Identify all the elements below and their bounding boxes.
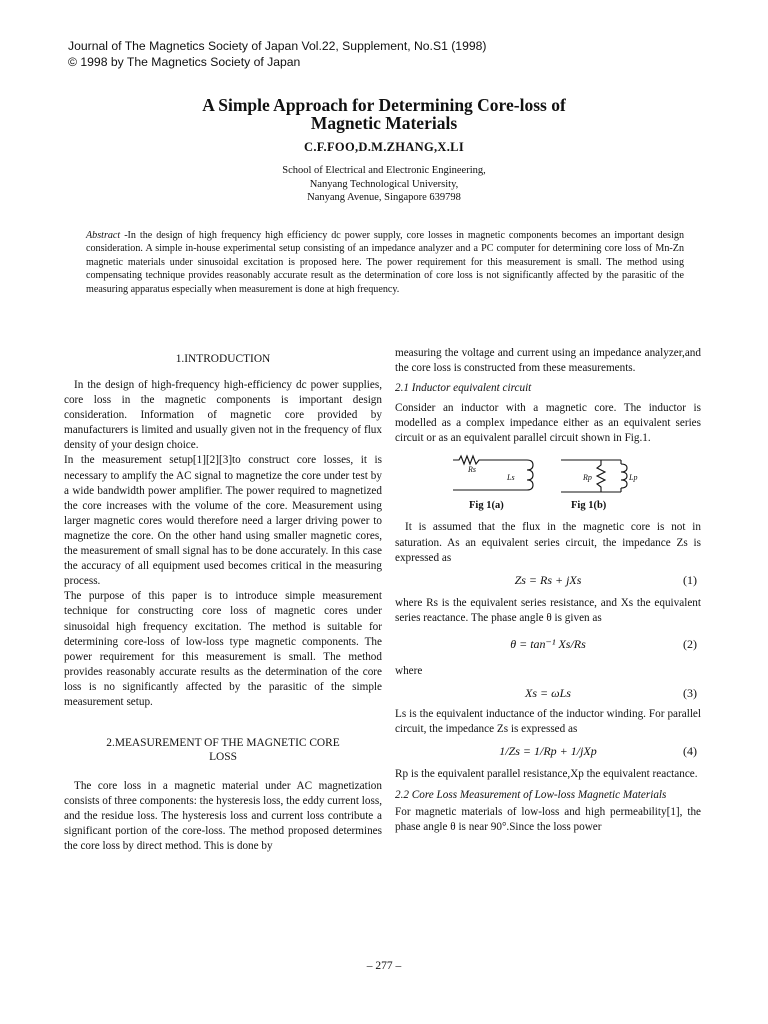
copyright-line: © 1998 by The Magnetics Society of Japan xyxy=(68,55,301,69)
subsection-2-1-paragraph-5: Rp is the equivalent parallel resistance,Xp the equivalent reactance. xyxy=(395,768,698,781)
page-number: – 277 – xyxy=(366,960,402,972)
continued-paragraph: measuring the voltage and current using an impedance analyzer,and the core loss is constructed from these measurements. xyxy=(395,347,701,375)
subsection-2-2-heading: 2.2 Core Loss Measurement of Low-loss Magnetic Materials xyxy=(395,789,667,802)
equation-4-expression: 1/Zs = 1/Rp + 1/jXp xyxy=(499,744,597,759)
series-circuit xyxy=(453,456,533,490)
equation-1-number: (1) xyxy=(683,572,697,587)
section-2-heading xyxy=(64,736,382,764)
affiliation-line-1: School of Electrical and Electronic Engineering, xyxy=(282,165,486,176)
affiliation xyxy=(84,164,684,205)
equation-2-number: (2) xyxy=(683,636,697,651)
equation-3-expression: Xs = ωLs xyxy=(525,686,571,701)
figure-1b-label: Fig 1(b) xyxy=(571,500,607,512)
series-resistor-symbol xyxy=(453,456,527,464)
equation-1-expression: Zs = Rs + jXs xyxy=(514,572,582,587)
equation-3 xyxy=(395,683,701,705)
subsection-2-1-heading: 2.1 Inductor equivalent circuit xyxy=(395,382,532,395)
affiliation-line-3: Nanyang Avenue, Singapore 639798 xyxy=(307,192,461,203)
series-inductor-symbol xyxy=(527,460,533,490)
figure-1-circuits xyxy=(453,452,653,500)
equation-1 xyxy=(395,570,701,592)
label-lp: Lp xyxy=(629,473,638,483)
figure-1 xyxy=(395,448,701,516)
section-2-heading-line-2: LOSS xyxy=(209,751,237,764)
equation-3-number: (3) xyxy=(683,686,697,701)
equation-2 xyxy=(395,634,701,656)
equation-4-number: (4) xyxy=(683,744,697,759)
abstract-text: -In the design of high frequency high efficiency dc power supply, core losses in magnetic components becomes an important design consideration. A simple in-house experimental setup consisting of an impedance analyzer and a PC computer for determining core loss of Mn-Zn magnetic materials under sinusoidal excitation is proposed here. The power requirement for this measurement is small. The method using compensating technique provides reasonably accurate result as the determination of core loss is not significantly affected by the parasitic of the measuring apparatus especially when measurement is done at high frequency. xyxy=(86,230,684,295)
abstract xyxy=(86,229,684,296)
left-column xyxy=(64,352,382,855)
paper-title xyxy=(84,96,684,132)
right-column xyxy=(395,346,701,836)
label-rp: Rp xyxy=(583,473,592,483)
paper-authors: C.F.FOO,D.M.ZHANG,X.LI xyxy=(304,140,464,154)
where-text: where xyxy=(395,664,423,677)
abstract-label: Abstract xyxy=(86,230,121,241)
subsection-2-1-paragraph-2: It is assumed that the flux in the magnetic core is not in saturation. As an equivalent series circuit, the impedance Zs is expressed as xyxy=(395,521,701,564)
equation-4 xyxy=(395,741,701,763)
figure-1a-label: Fig 1(a) xyxy=(469,500,504,512)
equation-2-expression: θ = tan⁻¹ Xs/Rs xyxy=(510,636,586,651)
title-line-2: Magnetic Materials xyxy=(310,113,458,133)
label-ls: Ls xyxy=(507,473,515,483)
intro-paragraph-1: In the design of high-frequency high-efficiency dc power supplies, core loss in the magnetic components is important design consideration. Information of magnetic core provided by manufacturers is limited and usually given not in the frequency of flux density of your design choice. xyxy=(64,379,382,452)
title-line-1: A Simple Approach for Determining Core-loss of xyxy=(202,95,566,115)
subsection-2-1-paragraph-4: Ls is the equivalent inductance of the inductor winding. For parallel circuit, the impedance Zs is expressed as xyxy=(395,708,701,736)
subsection-2-1-paragraph-3: where Rs is the equivalent series resistance, and Xs the equivalent series reactance. The phase angle θ is given as xyxy=(395,596,701,624)
journal-header xyxy=(68,38,588,70)
journal-line: Journal of The Magnetics Society of Japan Vol.22, Supplement, No.S1 (1998) xyxy=(68,39,487,53)
intro-paragraph-3: The purpose of this paper is to introduce simple measurement technique for constructing core loss of magnetic cores under sinusoidal high frequency excitation. The method is suitable for determining core-loss of low-loss type magnetic components. The power requirement for this measurement is small. The method provides reasonably accurate results as the determination of the core loss is no significantly affected by the parasitic of the simple measurement setup. xyxy=(64,590,382,708)
section-1-heading: 1.INTRODUCTION xyxy=(175,353,271,365)
label-rs: Rs xyxy=(468,465,476,475)
parallel-resistor-symbol xyxy=(597,460,605,492)
section-2-heading-line-1: 2.MEASUREMENT OF THE MAGNETIC CORE xyxy=(106,737,340,750)
parallel-inductor-symbol xyxy=(621,464,627,488)
parallel-circuit xyxy=(561,460,627,492)
subsection-2-2-paragraph-1: For magnetic materials of low-loss and high permeability[1], the phase angle θ is near 90°.Since the loss power xyxy=(395,806,701,834)
affiliation-line-2: Nanyang Technological University, xyxy=(309,178,459,190)
section-2-paragraph-1: The core loss in a magnetic material under AC magnetization consists of three components: the hysteresis loss, the eddy current loss, and the residue loss. The hysteresis loss and current loss contribute a significant portion of the core-loss. The method proposed determines the core loss by direct method. This is done by xyxy=(64,780,382,853)
subsection-2-1-paragraph-1: Consider an inductor with a magnetic core. The inductor is modelled as a complex impedance either as an equivalent series circuit or as an equivalent parallel circuit shown in Fig.1. xyxy=(395,402,701,445)
intro-paragraph-2: In the measurement setup[1][2][3]to construct core losses, it is necessary to amplify the AC signal to magnetize the core under test by a wide bandwidth power amplifier. The power required to magnetized the core increases with the volume of the core. Measurement using larger magnetic cores would therefore need a larger driving power to magnetize the core. On the other hand using smaller magnetic cores, the measurement of small signal has to be done accurately. In this case the accuracy of all equipment used becomes critical in the measuring process. xyxy=(64,454,382,588)
